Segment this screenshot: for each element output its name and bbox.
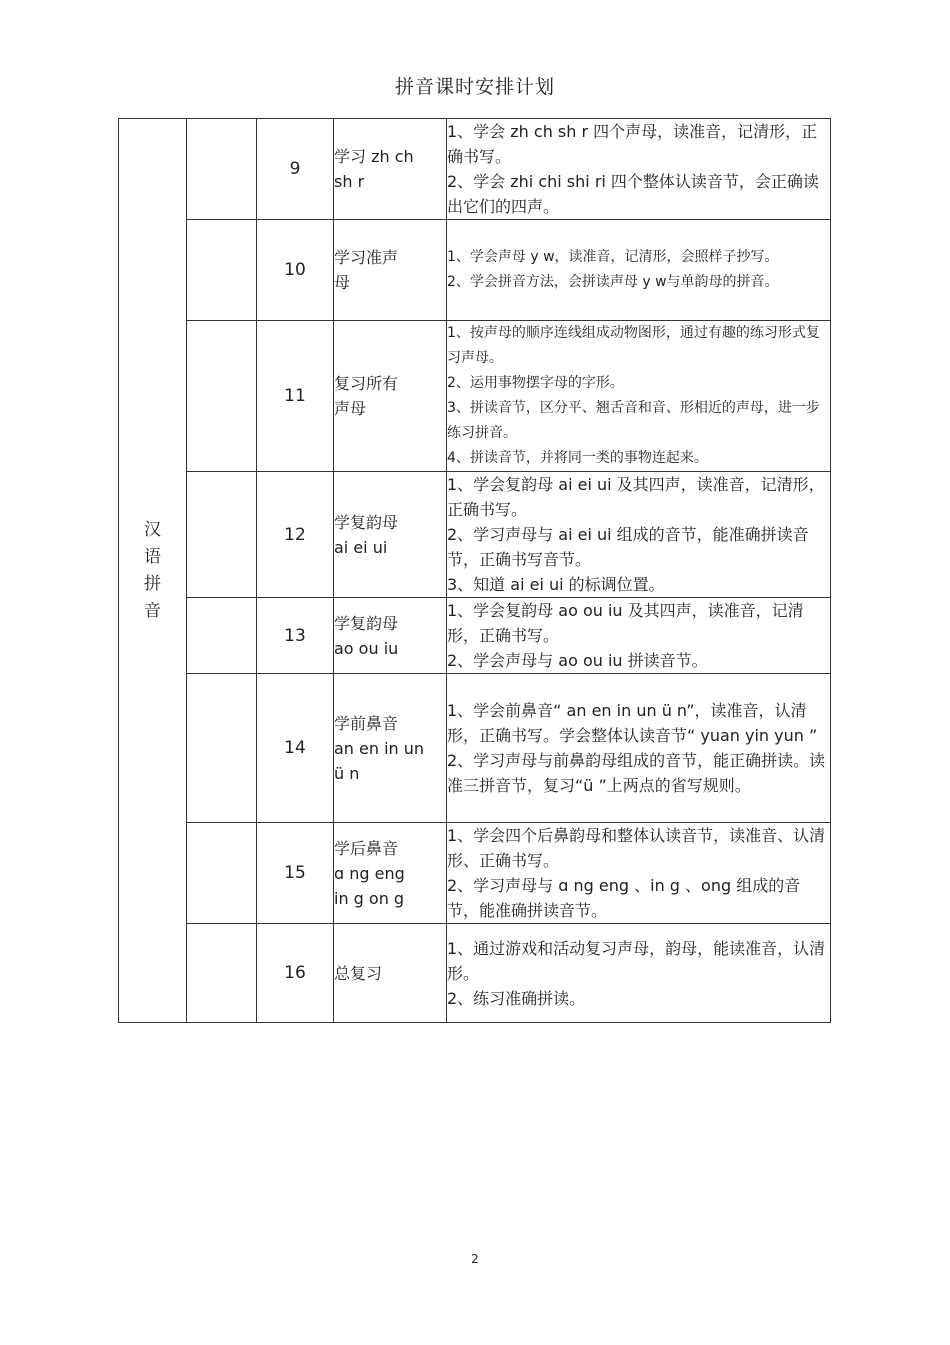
lesson-goals: [447, 598, 831, 674]
lesson-row: [119, 823, 831, 924]
subject-cell: [119, 119, 187, 1023]
topic-line: 学习准声: [334, 248, 399, 267]
topic-line: 总复习: [334, 963, 383, 983]
goal-item: 3、知道 ai ei ui 的标调位置。: [447, 575, 665, 594]
page-number: 2: [471, 1252, 479, 1266]
blank-cell: [187, 220, 257, 321]
topic-line: 学前鼻音: [334, 713, 399, 733]
lesson-topic: [334, 674, 447, 823]
lesson-row: [119, 472, 831, 598]
goal-item: 2、练习准确拼读。: [447, 988, 586, 1008]
blank-cell: [187, 823, 257, 924]
lesson-goals: [447, 321, 831, 472]
lesson-goals: [447, 220, 831, 321]
goal-item: 2、学习声母与 ɑ ng eng 、in g 、ong 组成的音节，能准确拼读音节。: [447, 876, 801, 920]
lesson-number: 11: [257, 321, 334, 472]
lesson-number: 16: [257, 924, 334, 1023]
lesson-topic: [334, 823, 447, 924]
topic-line: in g on g: [334, 888, 405, 908]
topic-line: 学后鼻音: [334, 838, 399, 858]
lesson-topic: [334, 472, 447, 598]
goal-item: 1、学会前鼻音“ an en in un ü n”，读准音，认清形，正确书写。学会整体认读音节“ yuan yin yun ”: [447, 701, 818, 745]
lesson-topic: [334, 321, 447, 472]
lesson-plan-table: [118, 118, 831, 1023]
lesson-topic: [334, 220, 447, 321]
topic-line: 学复韵母: [334, 613, 399, 633]
blank-cell: [187, 119, 257, 220]
blank-cell: [187, 924, 257, 1023]
lesson-number: 10: [257, 220, 334, 321]
topic-line: 声母: [334, 399, 367, 418]
blank-cell: [187, 321, 257, 472]
subject-label: 汉语拼音: [144, 519, 161, 621]
topic-line: 母: [334, 273, 351, 292]
lesson-row: [119, 924, 831, 1023]
lesson-row: [119, 220, 831, 321]
topic-line: an en in un: [334, 738, 425, 758]
blank-cell: [187, 598, 257, 674]
goal-item: 2、学会拼音方法，会拼读声母 y w与单韵母的拼音。: [447, 274, 779, 290]
lesson-number: 12: [257, 472, 334, 598]
lesson-topic: [334, 598, 447, 674]
topic-line: ɑ ng eng: [334, 863, 405, 883]
topic-line: ao ou iu: [334, 638, 399, 658]
lesson-goals: [447, 924, 831, 1023]
goal-item: 1、按声母的顺序连线组成动物图形，通过有趣的练习形式复习声母。: [447, 325, 820, 366]
blank-cell: [187, 472, 257, 598]
goal-item: 2、学会 zhi chi shi ri 四个整体认读音节，会正确读出它们的四声。: [447, 172, 819, 216]
topic-line: ü n: [334, 763, 360, 783]
blank-cell: [187, 674, 257, 823]
topic-line: sh r: [334, 172, 365, 191]
lesson-row: [119, 674, 831, 823]
goal-item: 1、学会复韵母 ai ei ui 及其四声，读准音，记清形，正确书写。: [447, 475, 825, 519]
topic-line: 学复韵母: [334, 512, 399, 532]
goal-item: 1、学会 zh ch sh r 四个声母，读准音，记清形，正确书写。: [447, 122, 818, 166]
topic-line: ai ei ui: [334, 537, 388, 557]
lesson-number: 9: [257, 119, 334, 220]
goal-item: 2、学习声母与前鼻韵母组成的音节，能正确拼读。读准三拼音节，复习“ü ”上两点的省写规则。: [447, 751, 826, 795]
lesson-number: 13: [257, 598, 334, 674]
goal-item: 1、学会复韵母 ao ou iu 及其四声，读准音，记清形，正确书写。: [447, 601, 804, 645]
goal-item: 2、学会声母与 ao ou iu 拼读音节。: [447, 651, 708, 670]
goal-item: 1、学会声母 y w，读准音，记清形，会照样子抄写。: [447, 249, 779, 265]
lesson-topic: [334, 924, 447, 1023]
goal-item: 1、学会四个后鼻韵母和整体认读音节，读准音、认清形、正确书写。: [447, 826, 826, 870]
lesson-number: 14: [257, 674, 334, 823]
goal-item: 3、拼读音节，区分平、翘舌音和音、形相近的声母，进一步练习拼音。: [447, 400, 820, 441]
goal-item: 1、通过游戏和活动复习声母，韵母，能读准音，认清形。: [447, 938, 826, 983]
lesson-plan-body: [119, 119, 831, 1023]
lesson-topic: [334, 119, 447, 220]
goal-item: 4、拼读音节，并将同一类的事物连起来。: [447, 450, 708, 466]
lesson-goals: [447, 119, 831, 220]
lesson-row: [119, 321, 831, 472]
lesson-number: 15: [257, 823, 334, 924]
lesson-goals: [447, 674, 831, 823]
goal-item: 2、运用事物摆字母的字形。: [447, 375, 624, 391]
lesson-goals: [447, 472, 831, 598]
lesson-goals: [447, 823, 831, 924]
topic-line: 复习所有: [334, 374, 399, 393]
page-title: 拼音课时安排计划: [394, 76, 555, 98]
lesson-row: [119, 119, 831, 220]
lesson-row: [119, 598, 831, 674]
topic-line: 学习 zh ch: [334, 147, 414, 166]
goal-item: 2、学习声母与 ai ei ui 组成的音节，能准确拼读音节，正确书写音节。: [447, 525, 809, 569]
